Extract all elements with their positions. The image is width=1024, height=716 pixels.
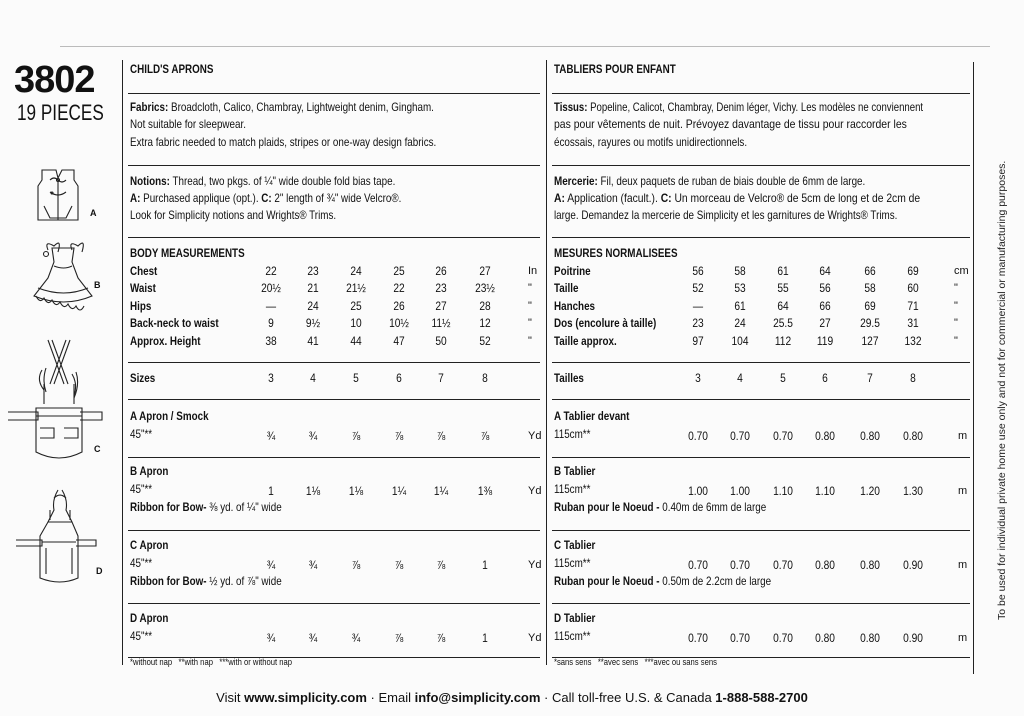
yardage-en-divider — [128, 530, 540, 531]
yardage-en-amount: ⅞ — [394, 429, 404, 443]
yardage-fr-amount: 1.30 — [903, 484, 923, 498]
measurement-fr-cell: 53 — [734, 281, 746, 295]
measurement-fr-cell: 69 — [864, 299, 876, 313]
rule-fr-4 — [552, 362, 970, 363]
measurement-en-row-label: Waist — [130, 281, 156, 295]
measurement-fr-cell: 64 — [819, 264, 831, 278]
fabrics-fr-text: Popeline, Calicot, Chambray, Denim léger, Vichy. Les modèles ne conviennent — [590, 100, 924, 114]
sizes-fr-size: 7 — [867, 371, 873, 385]
measurement-en-cell: 41 — [307, 334, 319, 348]
yardage-fr-amount: 0.70 — [730, 631, 750, 645]
fabrics-fr-line2: pas pour vêtements de nuit. Prévoyez davantage de tissu pour raccorder les — [554, 117, 907, 131]
measurement-en-cell: 11½ — [431, 316, 451, 330]
yardage-en-divider — [128, 603, 540, 604]
measurement-fr-cell: 104 — [731, 334, 749, 348]
rule-en-4 — [128, 362, 540, 363]
footnotes-en — [130, 657, 292, 667]
apron-c-icon — [6, 340, 106, 470]
sizes-en-size: 8 — [482, 371, 488, 385]
yardage-en-amount: 1⅛ — [348, 484, 364, 498]
notions-fr-c: C: — [660, 191, 672, 205]
measurement-en-cell: 52 — [479, 334, 491, 348]
footer-phone: 1-888-588-2700 — [715, 690, 808, 705]
measurement-fr-cell: 64 — [777, 299, 789, 313]
rule-en-2 — [128, 165, 540, 166]
yardage-fr-extra-text: 0.50m de 2.2cm de large — [662, 574, 772, 588]
measurement-en-row-unit: " — [528, 335, 532, 347]
sizes-fr-size: 8 — [910, 371, 916, 385]
apron-b-icon — [24, 236, 104, 316]
fabrics-en-line3: Extra fabric needed to match plaids, stripes or one-way design fabrics. — [130, 135, 437, 149]
yardage-en-amount: ⅞ — [394, 631, 404, 645]
rule-fr-2 — [552, 165, 970, 166]
yardage-fr-amount: 0.80 — [860, 558, 880, 572]
yardage-en-amount: ⅞ — [436, 631, 446, 645]
notions-fr-a: A: — [554, 191, 565, 205]
center-divider — [546, 60, 547, 665]
rule-en-5 — [128, 399, 540, 400]
yardage-en-amount: 1 — [482, 558, 488, 572]
yardage-fr-amount: 1.00 — [730, 484, 750, 498]
apron-d-icon — [14, 486, 104, 586]
yardage-en-title: D Apron — [130, 611, 169, 625]
measurement-fr-cell: 66 — [819, 299, 831, 313]
yardage-fr-unit: m — [958, 559, 968, 571]
view-a-letter: A — [90, 208, 97, 218]
yardage-fr-width: 115cm** — [554, 482, 591, 496]
yardage-fr-unit: m — [958, 430, 968, 442]
measurement-fr-cell: 61 — [777, 264, 789, 278]
view-b-letter: B — [94, 280, 101, 290]
yardage-en-amount: ¾ — [266, 558, 276, 572]
measurement-en-row-unit: " — [528, 317, 532, 329]
yardage-fr-width: 115cm** — [554, 556, 591, 570]
yardage-en-amount: ¾ — [308, 631, 318, 645]
yardage-fr-title: A Tablier devant — [554, 409, 630, 423]
yardage-en-amount: ¾ — [351, 631, 361, 645]
measurement-fr-row-label: Taille — [554, 281, 579, 295]
yardage-en-amount: 1 — [482, 631, 488, 645]
yardage-en-amount: ¾ — [308, 429, 318, 443]
measurement-en-row-unit: " — [528, 300, 532, 312]
notions-fr-a-text: Application (facult.). — [567, 191, 658, 205]
sizes-en-size: 7 — [438, 371, 444, 385]
measurement-fr-cell: 119 — [816, 334, 834, 348]
yardage-fr-amount: 0.80 — [860, 631, 880, 645]
measurement-en-cell: 10½ — [389, 316, 409, 330]
fabrics-en-text: Broadcloth, Calico, Chambray, Lightweight denim, Gingham. — [171, 100, 434, 114]
notions-fr-c-text: Un morceau de Velcro® de 5cm de long et de 2cm de — [674, 191, 921, 205]
measurement-fr-row-unit: " — [954, 282, 958, 294]
yardage-fr-extra — [554, 574, 771, 588]
yardage-fr-amount: 0.70 — [688, 429, 708, 443]
measurement-fr-row-label: Poitrine — [554, 264, 591, 278]
sizes-fr-size: 6 — [822, 371, 828, 385]
yardage-en-amount: ⅞ — [436, 429, 446, 443]
yardage-en-unit: Yd — [528, 559, 542, 571]
yardage-en-amount: ⅞ — [351, 429, 361, 443]
fabrics-en-line1 — [130, 100, 434, 114]
sizes-en-size: 5 — [353, 371, 359, 385]
yardage-fr-amount: 0.90 — [903, 631, 923, 645]
measurement-fr-cell: 127 — [861, 334, 879, 348]
yardage-fr-title: B Tablier — [554, 464, 596, 478]
measurement-en-cell: 10 — [350, 316, 362, 330]
measurement-en-cell: 26 — [393, 299, 405, 313]
yardage-en-unit: Yd — [528, 485, 542, 497]
apron-a-icon — [28, 166, 98, 226]
yardage-en-extra-text: ⅜ yd. of ¼" wide — [209, 500, 282, 514]
rule-en-3 — [128, 237, 540, 238]
yardage-fr-extra — [554, 500, 766, 514]
rule-fr-1 — [552, 93, 970, 94]
sizes-en-size: 4 — [310, 371, 316, 385]
yardage-en-title: B Apron — [130, 464, 169, 478]
footnote-fr-c: ***avec ou sans sens — [644, 657, 717, 667]
measurement-en-cell: 9 — [268, 316, 274, 330]
yardage-fr-amount: 0.70 — [688, 631, 708, 645]
measurement-en-cell: 50 — [435, 334, 447, 348]
measurement-en-cell: 27 — [435, 299, 447, 313]
measurement-fr-cell: 55 — [777, 281, 789, 295]
yardage-en-width: 45"** — [130, 629, 153, 643]
yardage-fr-extra-label: Ruban pour le Noeud - — [554, 500, 660, 514]
measurement-en-cell: 22 — [393, 281, 405, 295]
yardage-en-amount: ⅞ — [351, 558, 361, 572]
yardage-fr-amount: 0.70 — [773, 558, 793, 572]
measurement-fr-cell: 66 — [864, 264, 876, 278]
notions-fr-text: Fil, deux paquets de ruban de biais double de 6mm de large. — [600, 174, 866, 188]
yardage-en-divider — [128, 457, 540, 458]
measurement-fr-cell: 112 — [774, 334, 792, 348]
footnote-fr-b: **avec sens — [597, 657, 639, 667]
notions-en-label: Notions: — [130, 174, 170, 188]
measurement-fr-cell: 56 — [692, 264, 704, 278]
fabrics-en-label: Fabrics: — [130, 100, 169, 114]
top-rule — [60, 46, 990, 47]
pattern-pieces: 19 PIECES — [17, 100, 104, 125]
yardage-en-extra-label: Ribbon for Bow- — [130, 574, 207, 588]
yardage-fr-amount: 0.70 — [730, 558, 750, 572]
yardage-en-width: 45"** — [130, 556, 153, 570]
yardage-en-unit: Yd — [528, 632, 542, 644]
yardage-fr-amount: 1.20 — [860, 484, 880, 498]
measurement-fr-row-label: Hanches — [554, 299, 596, 313]
measurement-en-cell: 23 — [307, 264, 319, 278]
measurement-en-row-label: Approx. Height — [130, 334, 201, 348]
yardage-en-title: C Apron — [130, 538, 169, 552]
measurement-en-row-unit: " — [528, 282, 532, 294]
measurement-fr-row-unit: " — [954, 300, 958, 312]
measurement-en-cell: 21 — [307, 281, 319, 295]
yardage-fr-amount: 0.90 — [903, 558, 923, 572]
yardage-en-title: A Apron / Smock — [130, 409, 209, 423]
measurement-fr-cell: — — [692, 299, 704, 313]
yardage-fr-divider — [552, 603, 970, 604]
yardage-fr-extra-label: Ruban pour le Noeud - — [554, 574, 660, 588]
footer — [0, 690, 1024, 705]
fabrics-fr-line1 — [554, 100, 923, 114]
measurement-fr-cell: 69 — [907, 264, 919, 278]
rule-en-1 — [128, 93, 540, 94]
measurement-en-row-label: Chest — [130, 264, 158, 278]
yardage-en-width: 45"** — [130, 482, 153, 496]
measurement-fr-cell: 23 — [692, 316, 704, 330]
notions-en-line1 — [130, 174, 395, 188]
yardage-en-extra — [130, 574, 282, 588]
yardage-fr-divider — [552, 457, 970, 458]
sizes-fr-size: 3 — [695, 371, 701, 385]
yardage-en-amount: ¾ — [266, 631, 276, 645]
right-divider — [973, 62, 974, 674]
measurement-en-cell: 28 — [479, 299, 491, 313]
measurement-en-cell: 44 — [350, 334, 362, 348]
measurement-en-row-label: Hips — [130, 299, 152, 313]
measurement-fr-row-unit: " — [954, 335, 958, 347]
measurement-fr-row-label: Taille approx. — [554, 334, 617, 348]
title-fr: TABLIERS POUR ENFANT — [554, 62, 676, 76]
yardage-en-amount: 1¼ — [433, 484, 449, 498]
yardage-fr-width: 115cm** — [554, 629, 591, 643]
yardage-en-extra-label: Ribbon for Bow- — [130, 500, 207, 514]
view-d-letter: D — [96, 566, 103, 576]
rule-fr-5 — [552, 399, 970, 400]
footer-email-label: · Email — [366, 690, 415, 705]
notions-fr-line1 — [554, 174, 865, 188]
fabrics-fr-label: Tissus: — [554, 100, 588, 114]
yardage-en-amount: 1 — [268, 484, 274, 498]
yardage-en-extra-text: ½ yd. of ⅞" wide — [209, 574, 282, 588]
notions-en-a: A: — [130, 191, 141, 205]
measurement-fr-cell: 31 — [907, 316, 919, 330]
yardage-en-amount: ¾ — [308, 558, 318, 572]
measurement-en-row-label: Back-neck to waist — [130, 316, 219, 330]
yardage-en-width: 45"** — [130, 427, 153, 441]
measurement-en-cell: 26 — [435, 264, 447, 278]
measurement-en-cell: 47 — [393, 334, 405, 348]
notions-fr-label: Mercerie: — [554, 174, 598, 188]
measurement-fr-cell: 25.5 — [773, 316, 793, 330]
yardage-fr-amount: 0.80 — [815, 631, 835, 645]
measurement-en-cell: 23½ — [475, 281, 495, 295]
yardage-fr-width: 115cm** — [554, 427, 591, 441]
notions-en-c: C: — [261, 191, 272, 205]
yardage-fr-unit: m — [958, 632, 968, 644]
yardage-fr-amount: 0.80 — [903, 429, 923, 443]
measurement-en-cell: 23 — [435, 281, 447, 295]
sizes-en-size: 6 — [396, 371, 402, 385]
measurement-en-cell: 24 — [350, 264, 362, 278]
yardage-en-extra — [130, 500, 282, 514]
footer-visit: Visit — [216, 690, 245, 705]
measurement-en-cell: 12 — [479, 316, 491, 330]
measurement-en-cell: 25 — [350, 299, 362, 313]
measurement-fr-cell: 132 — [904, 334, 922, 348]
notions-en-line2 — [130, 191, 401, 205]
measurement-fr-cell: 71 — [907, 299, 919, 313]
footer-site-link[interactable]: www.simplicity.com — [244, 690, 367, 705]
yardage-en-amount: ⅞ — [436, 558, 446, 572]
yardage-fr-amount: 1.00 — [688, 484, 708, 498]
yardage-fr-amount: 0.80 — [815, 429, 835, 443]
yardage-fr-amount: 0.80 — [815, 558, 835, 572]
measurement-fr-row-label: Dos (encolure à taille) — [554, 316, 657, 330]
yardage-fr-unit: m — [958, 485, 968, 497]
yardage-fr-amount: 0.70 — [688, 558, 708, 572]
measurement-fr-cell: 60 — [907, 281, 919, 295]
yardage-fr-amount: 0.70 — [773, 631, 793, 645]
notions-en-line3: Look for Simplicity notions and Wrights® Trims. — [130, 208, 337, 222]
sizes-fr-size: 4 — [737, 371, 743, 385]
yardage-en-amount: ⅞ — [480, 429, 490, 443]
measurement-en-cell: 27 — [479, 264, 491, 278]
footnote-en-c: ***with or without nap — [219, 657, 293, 667]
yardage-en-amount: 1⅛ — [305, 484, 321, 498]
fabrics-fr-line3: écossais, rayures ou motifs unidirectionnels. — [554, 135, 748, 149]
measurement-fr-cell: 52 — [692, 281, 704, 295]
title-en: CHILD'S APRONS — [130, 62, 214, 76]
sizes-en-size: 3 — [268, 371, 274, 385]
yardage-fr-amount: 1.10 — [773, 484, 793, 498]
usage-side-note: To be used for individual private home use only and not for commercial or manufacturing purposes. — [996, 160, 1008, 620]
yardage-fr-amount: 0.70 — [773, 429, 793, 443]
measurements-fr-heading: MESURES NORMALISEES — [554, 246, 678, 260]
view-c-illustration — [6, 340, 106, 470]
rule-fr-3 — [552, 237, 970, 238]
yardage-fr-title: C Tablier — [554, 538, 596, 552]
view-b-illustration — [24, 236, 104, 316]
measurements-en-heading: BODY MEASUREMENTS — [130, 246, 245, 260]
notions-en-a-text: Purchased applique (opt.). — [143, 191, 259, 205]
measurement-en-row-unit: In — [528, 265, 538, 277]
measurement-fr-cell: 97 — [692, 334, 704, 348]
yardage-fr-amount: 1.10 — [815, 484, 835, 498]
yardage-fr-amount: 0.70 — [730, 429, 750, 443]
footnotes-fr — [554, 657, 717, 667]
footer-call: · Call toll-free U.S. & Canada — [540, 690, 716, 705]
notions-en-text: Thread, two pkgs. of ¼" wide double fold bias tape. — [172, 174, 396, 188]
measurement-fr-cell: 58 — [864, 281, 876, 295]
yardage-fr-divider — [552, 530, 970, 531]
yardage-fr-title: D Tablier — [554, 611, 596, 625]
measurement-fr-cell: 58 — [734, 264, 746, 278]
view-d-illustration — [14, 486, 104, 586]
measurement-en-cell: 22 — [265, 264, 277, 278]
notions-en-c-text: 2" length of ¾" wide Velcro®. — [274, 191, 402, 205]
notions-fr-line2 — [554, 191, 920, 205]
yardage-en-amount: 1¼ — [391, 484, 407, 498]
measurement-en-cell: 24 — [307, 299, 319, 313]
yardage-en-amount: 1⅜ — [477, 484, 493, 498]
measurement-en-cell: 21½ — [346, 281, 366, 295]
sizes-en-label: Sizes — [130, 371, 156, 385]
measurement-en-cell: 9½ — [305, 316, 321, 330]
footer-email-link[interactable]: info@simplicity.com — [414, 690, 541, 705]
yardage-fr-amount: 0.80 — [860, 429, 880, 443]
notions-fr-line3: large. Demandez la mercerie de Simplicity et les garnitures de Wrights® Trims. — [554, 208, 898, 222]
footnote-en-a: *without nap — [130, 657, 173, 667]
measurement-fr-cell: 24 — [734, 316, 746, 330]
view-c-letter: C — [94, 444, 101, 454]
measurement-fr-cell: 56 — [819, 281, 831, 295]
yardage-en-amount: ¾ — [266, 429, 276, 443]
footnote-en-b: **with nap — [178, 657, 213, 667]
measurement-fr-row-unit: cm — [954, 265, 969, 277]
sizes-fr-size: 5 — [780, 371, 786, 385]
measurement-fr-cell: 61 — [734, 299, 746, 313]
measurement-en-cell: — — [265, 299, 277, 313]
yardage-fr-extra-text: 0.40m de 6mm de large — [662, 500, 767, 514]
left-divider — [122, 60, 123, 665]
measurement-en-cell: 25 — [393, 264, 405, 278]
measurement-fr-row-unit: " — [954, 317, 958, 329]
sizes-fr-label: Tailles — [554, 371, 584, 385]
measurement-fr-cell: 29.5 — [860, 316, 880, 330]
fabrics-en-line2: Not suitable for sleepwear. — [130, 117, 246, 131]
view-a-illustration — [28, 166, 98, 226]
yardage-en-unit: Yd — [528, 430, 542, 442]
measurement-en-cell: 20½ — [261, 281, 281, 295]
measurement-en-cell: 38 — [265, 334, 277, 348]
yardage-en-amount: ⅞ — [394, 558, 404, 572]
pattern-number: 3802 — [14, 59, 95, 101]
footnote-fr-a: *sans sens — [554, 657, 592, 667]
measurement-fr-cell: 27 — [819, 316, 831, 330]
